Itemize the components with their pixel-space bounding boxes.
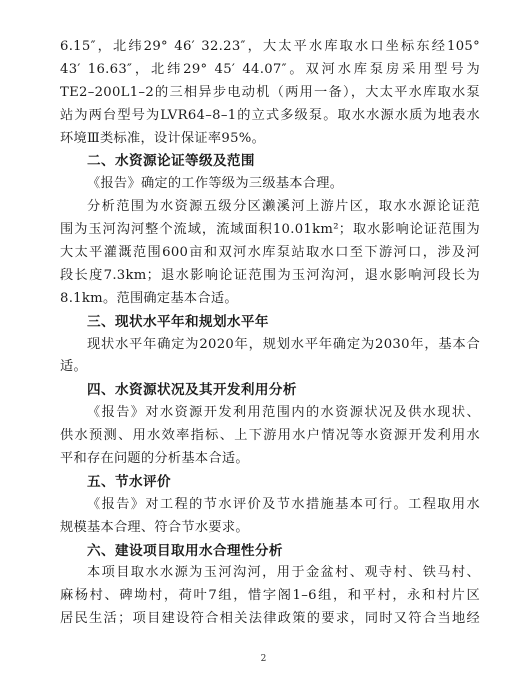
paragraph-line: 平和存在问题的分析基本合适。 [60,451,249,467]
document-body [60,36,480,631]
text-line: TE2–200L1–2的三相异步电动机（两用一备），大太平水库取水泵 [60,84,480,100]
paragraph-line: 《报告》对工程的节水评价及节水措施基本可行。工程取用水 [87,496,480,512]
paragraph-line: 麻杨村、碑坳村，荷叶7组，惜字阁1–6组，和平村，永和村片区 [60,588,480,604]
paragraph-line: 适。 [60,359,87,375]
paragraph-line: 8.1km。范围确定基本合适。 [60,290,238,306]
text-line: 6.15″，北纬29° 46′ 32.23″，大太平水库取水口坐标东经105° [60,39,480,54]
section-heading: 四、水资源状况及其开发利用分析 [87,382,297,399]
paragraph-line: 大太平灌溉范围600亩和双河水库泵站取水口至下游河口，涉及河 [60,245,480,261]
paragraph-line: 供水预测、用水效率指标、上下游用水户情况等水资源开发利用水 [60,428,480,444]
paragraph-line: 围为玉河沟河整个流域，流域面积10.01km²；取水影响论证范围为 [60,222,480,238]
paragraph-line: 规模基本合理、符合节水要求。 [60,519,249,535]
text-line: 站为两台型号为LVR64–8–1的立式多级泵。取水水源水质为地表水 [60,107,480,123]
paragraph-line: 段长度7.3km；退水影响论证范围为玉河沟河，退水影响河段长为 [60,267,480,283]
paragraph-line: 本项目取水水源为玉河沟河，用于金盆村、观寺村、铁马村、 [87,565,480,581]
section-heading: 二、水资源论证等级及范围 [87,153,255,170]
text-line: 环境Ⅲ类标准，设计保证率95%。 [60,130,266,146]
section-heading: 三、现状水平年和规划水平年 [87,313,269,330]
paragraph-line: 《报告》对水资源开发利用范围内的水资源状况及供水现状、 [87,405,480,421]
paragraph-line: 居民生活；项目建设符合相关法律政策的要求，同时又符合当地经 [60,611,480,627]
section-heading: 五、节水评价 [87,473,171,490]
text-line: 43′ 16.63″，北纬29° 45′ 44.07″。双河水库泵房采用型号为 [60,61,480,77]
section-heading: 六、建设项目取用水合理性分析 [87,542,283,559]
page-number: 2 [260,654,267,664]
paragraph-line: 分析范围为水资源五级分区濑溪河上游片区，取水水源论证范 [87,199,480,215]
paragraph-line: 现状水平年确定为2020年，规划水平年确定为2030年，基本合 [87,336,480,352]
paragraph-line: 《报告》确定的工作等级为三级基本合理。 [87,176,344,192]
